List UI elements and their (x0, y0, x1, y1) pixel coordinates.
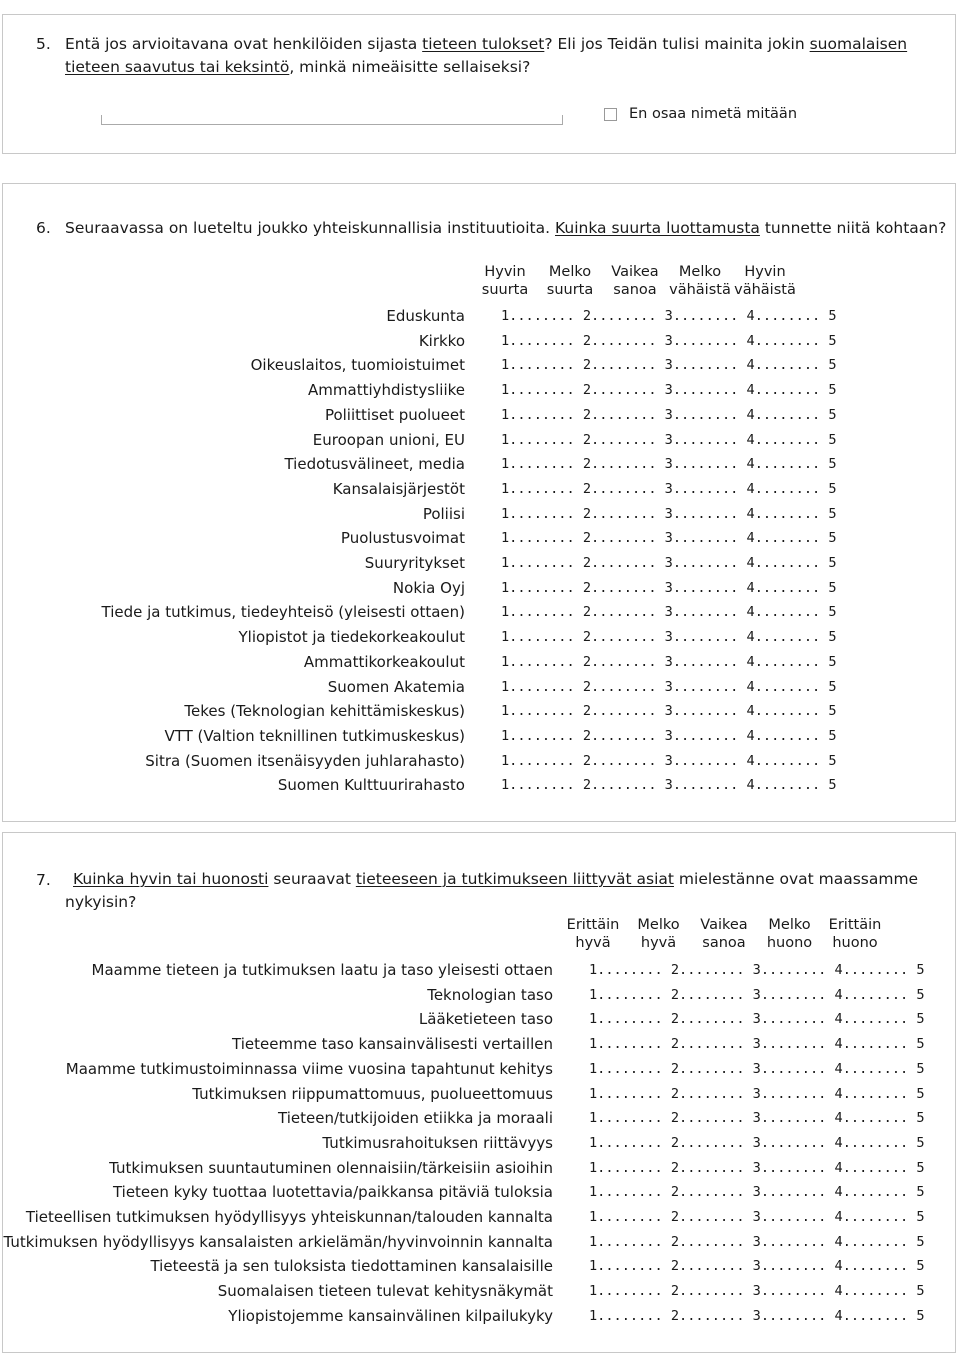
item-label: Tutkimusrahoituksen riittävyys (322, 1133, 553, 1152)
item-label: Sitra (Suomen itsenäisyyden juhlarahasto) (145, 751, 465, 770)
rating-scale[interactable]: 1........ 2........ 3........ 4........ 5 (501, 406, 837, 423)
underlined-term: tieteeseen ja tutkimukseen liittyvät asiat (355, 870, 674, 888)
item-label: Suomen Akatemia (327, 677, 465, 696)
rating-scale[interactable]: 1........ 2........ 3........ 4........ 5 (501, 332, 837, 349)
rating-scale[interactable]: 1........ 2........ 3........ 4........ 5 (501, 530, 837, 547)
rating-scale[interactable]: 1........ 2........ 3........ 4........ 5 (501, 480, 837, 497)
rating-scale[interactable]: 1........ 2........ 3........ 4........ 5 (589, 1233, 925, 1250)
scale-header-line: suurta (481, 282, 529, 298)
underlined-term: Kuinka suurta luottamusta (555, 219, 760, 237)
question-text-part: Entä jos arvioitavana ovat henkilöiden sijasta (65, 35, 423, 53)
rating-scale[interactable]: 1........ 2........ 3........ 4........ 5 (501, 456, 837, 473)
item-label: Tieteemme taso kansainvälisesti vertaillen (232, 1035, 553, 1054)
rating-scale[interactable]: 1........ 2........ 3........ 4........ 5 (501, 653, 837, 670)
rating-scale[interactable]: 1........ 2........ 3........ 4........ 5 (501, 555, 837, 571)
item-label: Kirkko (418, 331, 465, 350)
item-label: Eduskunta (386, 307, 465, 325)
item-label: Nokia Oyj (392, 578, 465, 597)
scale-header-line: Melko (768, 917, 811, 933)
item-label: Tutkimuksen riippumattomuus, puolueettomuus (192, 1084, 553, 1103)
scale-header-line: vähäistä (669, 282, 731, 298)
question-number: 6. (36, 219, 51, 237)
rating-scale[interactable]: 1........ 2........ 3........ 4........ 5 (501, 752, 837, 769)
item-label: Suuryritykset (364, 554, 465, 572)
underlined-term: suomalaisen (809, 35, 908, 53)
item-label: Yliopistojemme kansainvälinen kilpailukyky (228, 1306, 553, 1325)
scale-header-line: Vaikea (611, 264, 659, 280)
rating-scale[interactable]: 1........ 2........ 3........ 4........ 5 (501, 579, 837, 596)
question-number: 7. (36, 871, 51, 889)
rating-scale[interactable]: 1........ 2........ 3........ 4........ 5 (501, 357, 837, 374)
question-5-panel (2, 14, 956, 154)
rating-scale[interactable]: 1........ 2........ 3........ 4........ 5 (589, 1283, 925, 1300)
scale-header-line: Vaikea (700, 917, 748, 933)
question-7-panel (2, 832, 956, 1353)
item-label: Tieteen kyky tuottaa luotettavia/paikkansa pitäviä tuloksia (112, 1183, 553, 1202)
scale-header-line: Hyvin (744, 264, 786, 280)
rating-scale[interactable]: 1........ 2........ 3........ 4........ 5 (501, 678, 837, 695)
scale-header (817, 916, 893, 952)
item-label: Suomalaisen tieteen tulevat kehitysnäkymät (217, 1282, 553, 1301)
item-label: Poliittiset puolueet (324, 405, 465, 424)
item-label: Kansalaisjärjestöt (332, 479, 465, 498)
item-label: Maamme tieteen ja tutkimuksen laatu ja taso yleisesti ottaen (91, 961, 553, 979)
question-text-part: ? Eli jos Teidän tulisi mainita jokin (544, 35, 810, 53)
scale-header-line: huono (832, 935, 878, 951)
rating-scale[interactable]: 1........ 2........ 3........ 4........ 5 (501, 629, 837, 646)
checkbox[interactable] (604, 108, 617, 121)
scale-header-line: sanoa (613, 282, 657, 298)
scale-header-line: Melko (678, 264, 722, 280)
rating-scale[interactable]: 1........ 2........ 3........ 4........ 5 (501, 382, 837, 399)
item-label: Tieteellisen tutkimuksen hyödyllisyys yhteiskunnan/talouden kannalta (25, 1208, 553, 1226)
question-text-part: seuraavat (268, 870, 356, 888)
scale-header-line: hyvä (575, 935, 611, 951)
item-label: Ammattiyhdistysliike (308, 381, 465, 400)
question-6-panel (2, 183, 956, 822)
rating-scale[interactable]: 1........ 2........ 3........ 4........ 5 (589, 1209, 925, 1225)
question-text-part: mielestänne ovat maassamme (673, 870, 919, 888)
rating-scale[interactable]: 1........ 2........ 3........ 4........ 5 (589, 1258, 925, 1275)
item-label: Tiede ja tutkimus, tiedeyhteisö (yleisesti ottaen) (101, 603, 465, 622)
underlined-term: tieteen tulokset (422, 35, 545, 53)
question-text (65, 868, 919, 914)
scale-header-line: Hyvin (484, 264, 526, 280)
rating-scale[interactable]: 1........ 2........ 3........ 4........ 5 (589, 1134, 925, 1151)
scale-header-line: suurta (546, 282, 594, 298)
rating-scale[interactable]: 1........ 2........ 3........ 4........ 5 (501, 505, 837, 522)
item-label: Oikeuslaitos, tuomioistuimet (250, 356, 465, 375)
underlined-term: Kuinka hyvin tai huonosti (73, 870, 269, 888)
item-label: Tiedotusvälineet, media (284, 455, 465, 474)
item-label: Ammattikorkeakoulut (303, 652, 465, 671)
item-label: Tekes (Teknologian kehittämiskeskus) (184, 702, 465, 721)
item-label: Yliopistot ja tiedekorkeakoulut (238, 628, 465, 647)
scale-header-line: Melko (637, 917, 680, 933)
question-number: 5. (36, 35, 51, 53)
rating-scale[interactable]: 1........ 2........ 3........ 4........ 5 (589, 1036, 925, 1053)
item-label: Tieteestä ja sen tuloksista tiedottaminen kansalaisille (150, 1257, 553, 1276)
rating-scale[interactable]: 1........ 2........ 3........ 4........ 5 (589, 1159, 925, 1176)
checkbox-label: En osaa nimetä mitään (629, 106, 798, 122)
question-text-part: nykyisin? (65, 893, 137, 911)
question-text-part: tunnette niitä kohtaan? (759, 219, 947, 237)
scale-header-line: huono (766, 935, 813, 951)
rating-scale[interactable]: 1........ 2........ 3........ 4........ 5 (589, 1085, 925, 1102)
item-label: Maamme tutkimustoiminnassa viime vuosina tapahtunut kehitys (65, 1059, 553, 1078)
item-label: Euroopan unioni, EU (312, 430, 465, 449)
item-label: Lääketieteen taso (418, 1010, 553, 1029)
question-text (65, 33, 907, 79)
rating-scale[interactable]: 1........ 2........ 3........ 4........ 5 (589, 1011, 925, 1028)
answer-field[interactable] (101, 115, 563, 125)
scale-header-line: Erittäin (566, 917, 620, 933)
rating-scale[interactable]: 1........ 2........ 3........ 4........ 5 (589, 1184, 925, 1201)
rating-scale[interactable]: 1........ 2........ 3........ 4........ 5 (501, 431, 837, 448)
item-label: Suomen Kulttuurirahasto (277, 776, 465, 795)
scale-header-line: vähäistä (734, 282, 796, 298)
question-text (65, 217, 946, 240)
rating-scale[interactable]: 1........ 2........ 3........ 4........ 5 (501, 308, 837, 324)
rating-scale[interactable]: 1........ 2........ 3........ 4........ 5 (589, 962, 925, 978)
underlined-term: tieteen saavutus tai keksintö (65, 58, 290, 76)
rating-scale[interactable]: 1........ 2........ 3........ 4........ 5 (501, 703, 837, 720)
item-label: VTT (Valtion teknillinen tutkimuskeskus) (164, 726, 465, 745)
rating-scale[interactable]: 1........ 2........ 3........ 4........ 5 (589, 1060, 925, 1077)
item-label: Tutkimuksen suuntautuminen olennaisiin/tärkeisiin asioihin (109, 1158, 553, 1177)
scale-header-line: Melko (548, 264, 592, 280)
rating-scale[interactable]: 1........ 2........ 3........ 4........ 5 (589, 986, 925, 1003)
item-label: Poliisi (422, 504, 465, 523)
item-label: Teknologian taso (427, 985, 553, 1004)
rating-scale[interactable]: 1........ 2........ 3........ 4........ 5 (589, 1307, 925, 1324)
item-label: Puolustusvoimat (340, 529, 465, 548)
rating-scale[interactable]: 1........ 2........ 3........ 4........ 5 (501, 604, 837, 621)
scale-header-line: sanoa (702, 935, 746, 951)
item-label: Tutkimuksen hyödyllisyys kansalaisten arkielämän/hyvinvoinnin kannalta (3, 1232, 553, 1251)
question-text-part: Seuraavassa on lueteltu joukko yhteiskunnallisia instituutioita. (65, 219, 555, 237)
question-text-part: , minkä nimeäisitte sellaiseksi? (289, 58, 531, 76)
rating-scale[interactable]: 1........ 2........ 3........ 4........ 5 (501, 777, 837, 794)
scale-header-line: hyvä (640, 935, 677, 951)
rating-scale[interactable]: 1........ 2........ 3........ 4........ 5 (501, 727, 837, 744)
rating-scale[interactable]: 1........ 2........ 3........ 4........ 5 (589, 1110, 925, 1127)
item-label: Tieteen/tutkijoiden etiikka ja moraali (278, 1109, 553, 1128)
scale-header (727, 263, 803, 299)
scale-header-line: Erittäin (828, 917, 882, 933)
